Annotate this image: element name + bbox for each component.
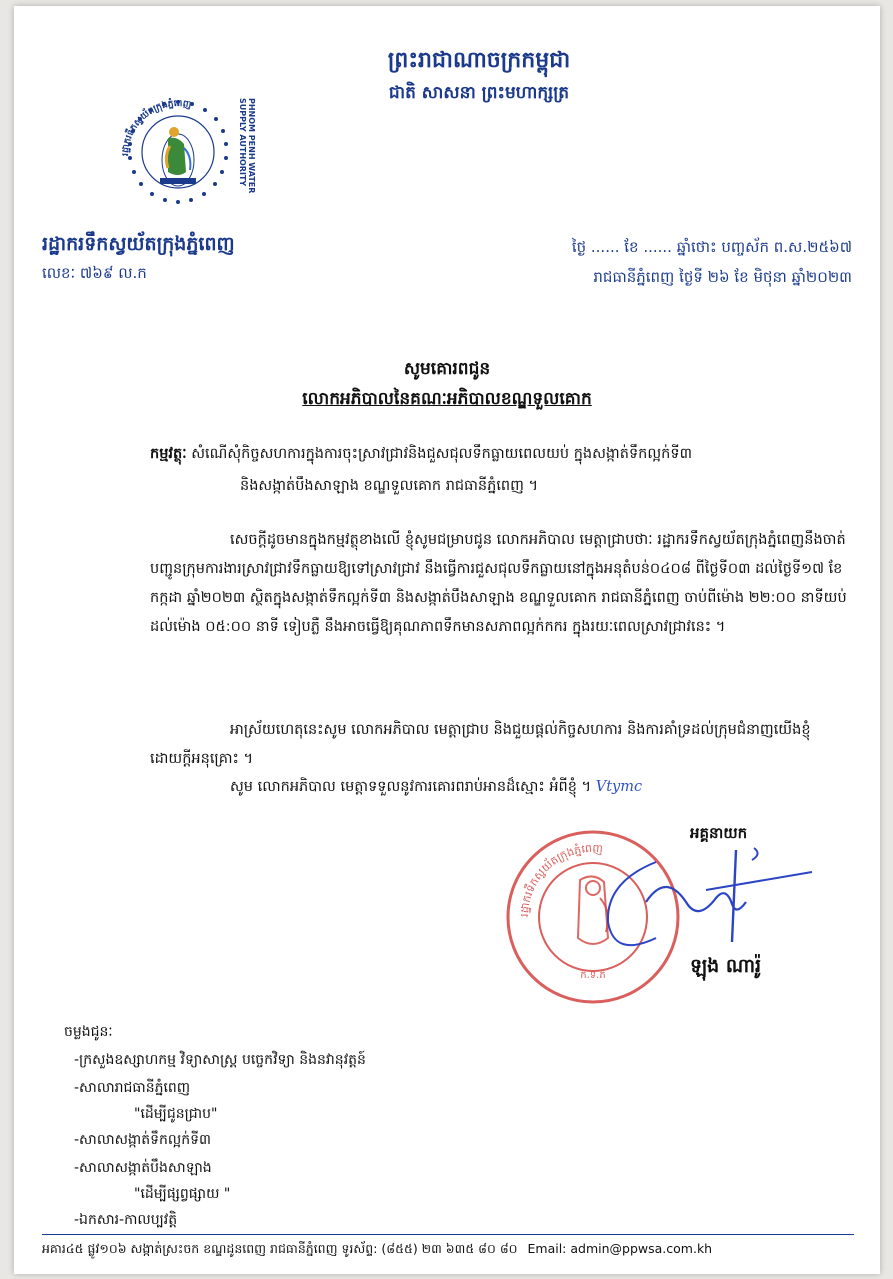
cc-item: -សាលាសង្កាត់ទឹកល្អក់ទី៣ — [74, 1132, 211, 1148]
body-paragraph-2: អាស្រ័យហេតុនេះសូម លោកអភិបាល មេត្តាជ្រាប និងជួយផ្តល់កិច្ចសហការ និងការគាំទ្រដល់ក្រុមជំនាញយើងខ្ញុំ ដោយក្តីអនុគ្រោះ ។ — [150, 722, 811, 767]
solar-date: រាជធានីភ្នំពេញ ថ្ងៃទី ២៦ ខែ មិថុនា ឆ្នាំ២០២៣ — [593, 268, 852, 286]
cc-item: -សាលារាជធានីភ្នំពេញ — [74, 1080, 191, 1096]
footer-address: អគារ៤៥ ផ្លូវ១០៦ សង្កាត់ស្រះចក ខណ្ឌដូនពេញ រាជធានីភ្នំពេញ ទូរស័ព្ទ: (៨៥៥) ២៣ ៦៣៥ ៨០ ៨០ — [42, 1241, 518, 1256]
cc-item-note: "ដើម្បីផ្សព្វផ្សាយ " — [134, 1186, 231, 1202]
org-name: រដ្ឋាករទឹកស្វយ័តក្រុងភ្នំពេញ — [42, 233, 235, 255]
subject-line-1: សំណើសុំកិច្ចសហការក្នុងការចុះស្រាវជ្រាវនិងជួសជុលទឹកធ្លាយពេលយប់ ក្នុងសង្កាត់ទឹកល្អក់ទី៣ — [191, 446, 692, 462]
subject-label: កម្មវត្ថុៈ — [150, 446, 187, 462]
subject-block — [150, 438, 850, 502]
lunar-date: ថ្ងៃ ...... ខែ ...... ឆ្នាំថោះ បញ្ចស័ក ព.ស.២៥៦៧ — [571, 238, 852, 256]
footer — [42, 1241, 854, 1260]
ppwsa-logo-icon — [106, 86, 251, 211]
closing-line — [230, 778, 642, 799]
letter-page — [14, 6, 880, 1274]
stamp-center-text: ក.ទ.ភ — [580, 970, 606, 981]
signatory-name: ឡុង ណារ៉ូ — [690, 955, 762, 977]
reference-number: លេខៈ ៧៦៩ ល.ក — [42, 264, 147, 282]
subject-line-2: និងសង្កាត់បឹងសាឡាង ខណ្ឌទួលគោក រាជធានីភ្នំពេញ ។ — [240, 478, 539, 494]
kingdom-heading: ព្រះរាជាណាចក្រកម្ពុជា — [387, 48, 571, 73]
footer-email: Email: admin@ppwsa.com.kh — [527, 1241, 713, 1256]
body-paragraph-1: សេចក្តីដូចមានក្នុងកម្មវត្ថុខាងលើ ខ្ញុំសូមជម្រាបជូន លោកអភិបាល មេត្តាជ្រាបថាៈ រដ្ឋាករទឹកស្វយ័តក្រុងភ្នំពេញនឹងចាត់បញ្ជូនក្រុមការងារស្រាវជ្រាវទឹកធ្លាយឱ្យទៅស្រាវជ្រាវ នឹងធ្វើការជួសជុលទឹកធ្លាយនៅក្នុងអនុតំបន់០៤០៨ ពីថ្ងៃទី០៣ ដល់ថ្ងៃទី១៧ ខែកក្កដា ឆ្នាំ២០២៣ ស្ថិតក្នុងសង្កាត់ទឹកល្អក់ទី៣ និងសង្កាត់បឹងសាឡាង ខណ្ឌទួលគោក រាជធានីភ្នំពេញ ចាប់ពីម៉ោង ២២:០០ នាទីយប់ ដល់ម៉ោង ០៥:០០ នាទី ទៀបភ្លឺ នឹងអាចធ្វើឱ្យគុណភាពទឹកមានសភាពល្អក់កករ ក្នុងរយៈពេលស្រាវជ្រាវនេះ ។ — [150, 532, 847, 635]
footer-divider — [42, 1234, 854, 1235]
cc-item: -សាលាសង្កាត់បឹងសាឡាង — [74, 1160, 212, 1176]
recipient: លោកអភិបាលនៃគណៈអភិបាលខណ្ឌទួលគោក — [302, 389, 592, 409]
logo-latin-text: PHNOM PENH WATER SUPPLY AUTHORITY — [238, 98, 256, 194]
closing-text: សូម លោកអភិបាល មេត្តាទទួលនូវការគោរពរាប់អានដ៏ស្មោះ អំពីខ្ញុំ ។ — [230, 779, 592, 795]
salutation: សូមគោរពជូន — [403, 359, 491, 379]
initial-scribble: Vtymc — [595, 779, 643, 795]
national-motto: ជាតិ សាសនា ព្រះមហាក្សត្រ — [388, 83, 570, 103]
signatory-title: អគ្គនាយក — [690, 824, 748, 842]
cc-item-note: "ដើម្បីជូនជ្រាប" — [134, 1106, 218, 1122]
logo-khmer-text: រដ្ឋាករទឹកស្វយ័តក្រុងភ្នំពេញ — [120, 98, 193, 157]
stamp-ring-text: រដ្ឋាករទឹកស្វយ័តក្រុងភ្នំពេញ — [517, 841, 604, 918]
cc-item: -ឯកសារ-កាលប្បវត្តិ — [74, 1212, 178, 1228]
cc-item: -ក្រសួងឧស្សាហកម្ម វិទ្យាសាស្ត្រ បច្ចេកវិទ្យា និងនវានុវត្តន៍ — [74, 1052, 366, 1068]
signature-icon — [586, 842, 816, 962]
cc-heading: ចម្លងជូនៈ — [64, 1024, 113, 1040]
